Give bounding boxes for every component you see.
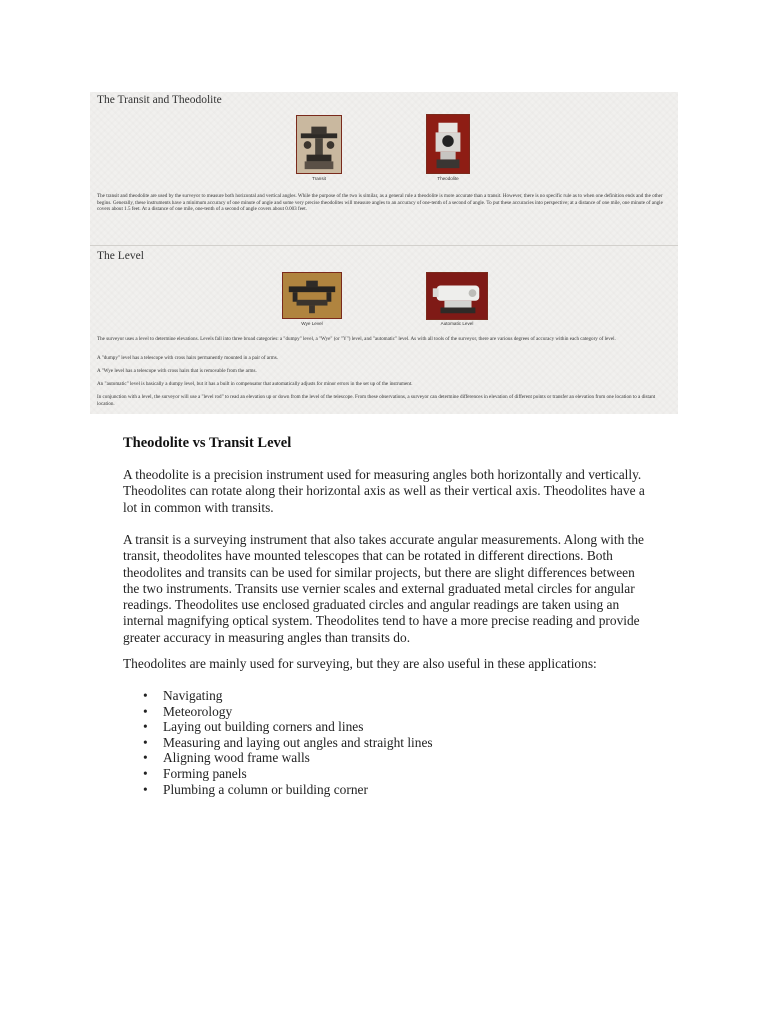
level-paragraph-4: An "automatic" level is basically a dumpy level, but it has a built in compensator that automatically adjusts for minor errors in the set up of the instrument.: [97, 381, 413, 387]
automatic-level-caption: Automatic Level: [440, 321, 474, 326]
automatic-level-photo: [426, 272, 488, 320]
list-item-text: Navigating: [163, 688, 223, 703]
document-paragraph-1: A theodolite is a precision instrument used for measuring angles both horizontally and vertically. Theodolites can rotate along their horizontal axis as well as their vertical axis. Theodolites have a lot in common with transits.: [123, 467, 645, 515]
list-item: [123, 782, 433, 798]
list-item: [123, 719, 433, 735]
transit-caption: Transit: [312, 176, 326, 181]
transit-photo: [296, 115, 342, 174]
level-section-title: The Level: [97, 250, 144, 262]
bullet-icon: •: [143, 750, 148, 766]
applications-list: [123, 688, 433, 797]
wye-level-caption: Wye Level: [301, 321, 323, 326]
list-item: [123, 704, 433, 720]
list-item-text: Aligning wood frame walls: [163, 750, 310, 766]
transit-paragraph: The transit and theodolite are used by the surveyor to measure both horizontal and vertical angles. While the purpose of the two is similar, as a general rule a theodolite is more accurate than a transit. However, there is no specific rule as to when one definition ends and the other begins. Generally, these instruments have a minimum accuracy of one minute of angle and some very precise theodolites will measure angles to an accuracy of one-tenth of a second of angle. To put these accuracies into perspective; at a distance of one mile, one minute of angle covers about 1.5 feet. At a distance of one mile, one-tenth of a second of angle covers about 0.003 feet.: [97, 193, 663, 213]
bullet-icon: •: [143, 734, 148, 750]
level-paragraph-3: A "Wye level has a telescope with cross hairs that is removable from the arms.: [97, 368, 257, 374]
bullet-icon: •: [143, 781, 148, 797]
bullet-icon: •: [143, 688, 148, 703]
wye-level-photo: [282, 272, 342, 319]
list-item-text: Plumbing a column or building corner: [163, 781, 368, 797]
list-item-text: Measuring and laying out angles and straight lines: [163, 734, 433, 750]
list-item-text: Laying out building corners and lines: [163, 719, 364, 735]
level-paragraph-2: A "dumpy" level has a telescope with cross hairs permanently mounted in a pair of arms.: [97, 355, 278, 361]
theodolite-caption: Theodolite: [437, 176, 459, 181]
document-paragraph-2: A transit is a surveying instrument that also takes accurate angular measurements. Along with the transit, theodolites have mounted telescopes that can be rotated in different directions. Both theodolites and transits can be used for similar projects, but there are slight differences between the two instruments. Transits use vernier scales and external graduated metal circles for angular readings. Theodolites use enclosed graduated circles and angular readings are taken using an internal magnifying optical system. Theodolites tend to have a more precise reading and provide greater accuracy in measuring angles than transits do.: [123, 532, 644, 645]
embedded-webpage-screenshot: [90, 92, 678, 414]
list-item: [123, 688, 433, 704]
bullet-icon: •: [143, 765, 148, 781]
level-paragraph-1: The surveyor uses a level to determine elevations. Levels fall into three broad categories: a "dumpy" level, a "Wye" (or "Y") level, and "automatic" level. As with all tools of the surveyor, there are various degrees of accuracy within each category of level.: [97, 336, 616, 342]
list-item: [123, 766, 433, 782]
theodolite-photo: [426, 114, 470, 174]
bullet-icon: •: [143, 719, 148, 735]
section-divider: [90, 245, 678, 246]
transit-section-title: The Transit and Theodolite: [97, 94, 222, 106]
list-item: [123, 750, 433, 766]
list-item: [123, 735, 433, 751]
level-paragraph-5: In conjunction with a level, the surveyor will use a "level rod" to read an elevation up or down from the level of the telescope. From these observations, a surveyor can determine differences in elevation of different points or transfer an elevation from one location to a distant location.: [97, 394, 656, 407]
list-item-text: Meteorology: [163, 703, 233, 719]
list-item-text: Forming panels: [163, 765, 247, 781]
bullet-icon: •: [143, 703, 148, 719]
document-paragraph-3: Theodolites are mainly used for surveying, but they are also useful in these applications:: [123, 656, 597, 671]
document-heading: Theodolite vs Transit Level: [123, 435, 292, 451]
